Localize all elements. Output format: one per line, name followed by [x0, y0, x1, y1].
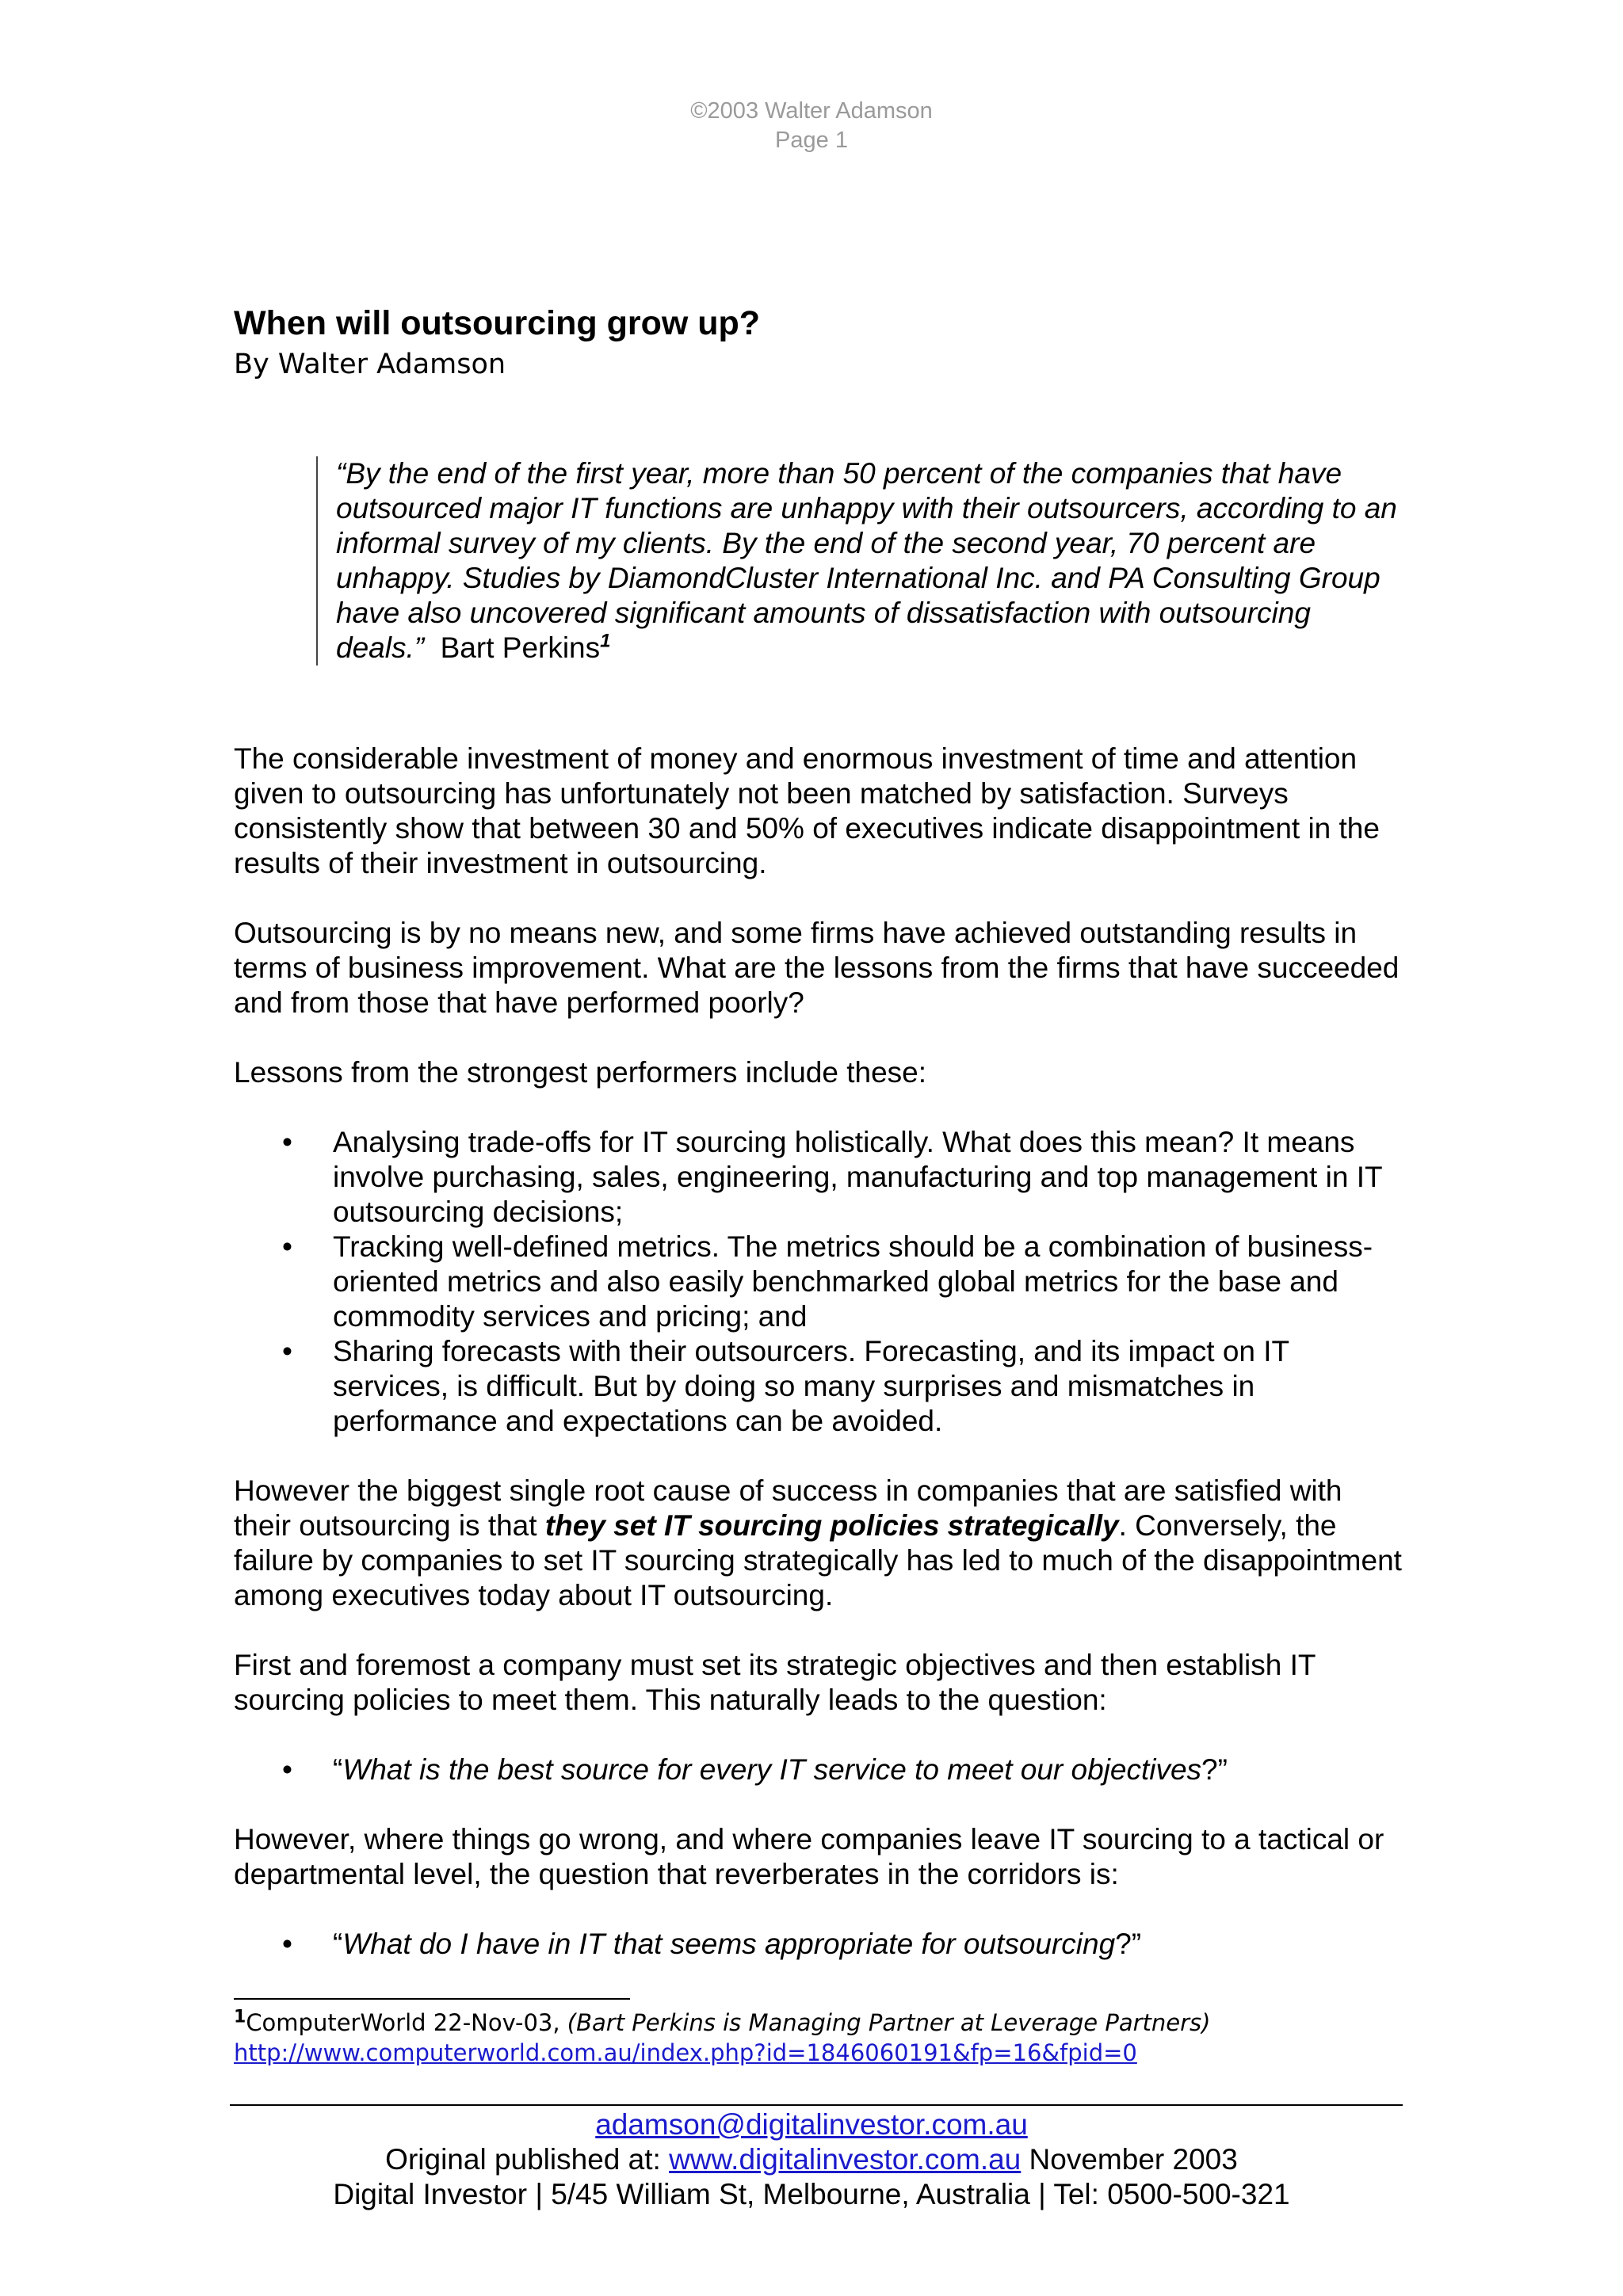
quote-mark: ?”	[1115, 1928, 1142, 1960]
contact-address: Digital Investor | 5/45 William St, Melbourne, Australia | Tel: 0500-500-321	[333, 2178, 1290, 2210]
article-body	[234, 303, 1403, 1962]
article-byline: By Walter Adamson	[234, 349, 506, 380]
paragraph-lessons-intro: Outsourcing is by no means new, and some firms have achieved outstanding results in terms of business improvement. What are the lessons from the firms that have succeeded and from those that have performed poorly?	[234, 917, 1400, 1019]
text-span: However the biggest single root cause of success in companies that are satisfied with their outsourcing is that	[234, 1474, 1342, 1542]
question-text: What do I have in IT that seems appropriate for outsourcing	[342, 1928, 1116, 1960]
pull-quote	[316, 456, 1414, 666]
paragraph-strategic-objectives: First and foremost a company must set its strategic objectives and then establish IT sourcing policies to meet them. This naturally leads to the question:	[234, 1649, 1316, 1716]
page-header	[0, 97, 1623, 155]
text-span: Original published at:	[385, 2143, 670, 2176]
bullet-icon: •	[282, 1928, 292, 1960]
footnote-citation	[234, 2008, 1423, 2038]
question-text: What is the best source for every IT service to meet our objectives	[342, 1753, 1202, 1786]
bullet-icon: •	[282, 1335, 292, 1367]
paragraph-things-go-wrong: However, where things go wrong, and where companies leave IT sourcing to a tactical or departmental level, the question that reverberates in the corridors is:	[234, 1823, 1384, 1890]
publication-line	[0, 2142, 1623, 2177]
paragraph-strongest-performers: Lessons from the strongest performers include these:	[234, 1056, 927, 1089]
text-span: November 2003	[1021, 2143, 1238, 2176]
paragraph-investment: The considerable investment of money and enormous investment of time and attention given to outsourcing has unfortunately not been matched by satisfaction. Surveys consistently show that between 30 and 50% of executives indicate disappointment in the results of their investment in outsourcing.	[234, 742, 1380, 879]
list-item	[234, 1230, 1403, 1334]
text-span: . Conversely, the failure by companies to set IT sourcing strategically has led to much of the disappointment among executives today about IT outsourcing.	[234, 1509, 1402, 1611]
bullet-icon: •	[282, 1753, 292, 1786]
list-item	[234, 1125, 1403, 1230]
article-title: When will outsourcing grow up?	[234, 304, 761, 342]
list-item-text: Analysing trade-offs for IT sourcing holistically. What does this mean? It means involve purchasing, sales, engineering, manufacturing and top management in IT outsourcing decisions;	[333, 1126, 1382, 1228]
question-best-source	[234, 1753, 1403, 1787]
footnote-number: 1	[234, 2007, 246, 2027]
list-item-text: Sharing forecasts with their outsourcers. Forecasting, and its impact on IT services, is difficult. But by doing so many surprises and mismatches in performance and expectations can be avoided.	[333, 1335, 1289, 1437]
quote-mark: “	[333, 1753, 343, 1786]
quote-author: Bart Perkins	[440, 631, 601, 664]
footnote-divider	[234, 1998, 630, 2000]
footnote-note: (Bart Perkins is Managing Partner at Leverage Partners)	[567, 2009, 1211, 2036]
email-link[interactable]: adamson@digitalinvestor.com.au	[595, 2108, 1028, 2141]
quote-text: “By the end of the first year, more than 50 percent of the companies that have outsourced major IT functions are unhappy with their outsourcers, according to an informal survey of my clients. By the end of the second year, 70 percent are unhappy. Studies by DiamondCluster International Inc. and PA Consulting Group have also uncovered significant amounts of dissatisfaction with outsourcing deals.”	[336, 457, 1397, 664]
emphasis-text: they set IT sourcing policies strategically	[544, 1509, 1119, 1542]
page-number: Page 1	[775, 128, 848, 153]
paragraph-root-cause	[234, 1474, 1403, 1613]
list-item-text: Tracking well-defined metrics. The metrics should be a combination of business-oriented metrics and also easily benchmarked global metrics for the base and commodity services and pricing; and	[333, 1230, 1373, 1333]
website-link[interactable]: www.digitalinvestor.com.au	[669, 2143, 1022, 2176]
page-footer	[0, 2107, 1623, 2212]
bullet-icon: •	[282, 1126, 292, 1158]
list-item	[234, 1334, 1403, 1439]
question-appropriate-for-outsourcing	[234, 1927, 1403, 1962]
footnote-source: ComputerWorld 22-Nov-03,	[246, 2009, 567, 2036]
lessons-list	[234, 1125, 1403, 1439]
bullet-icon: •	[282, 1230, 292, 1263]
footer-divider	[230, 2104, 1403, 2106]
copyright-notice: ©2003 Walter Adamson	[690, 98, 933, 124]
quote-mark: ?”	[1201, 1753, 1228, 1786]
footnote-link[interactable]: http://www.computerworld.com.au/index.php?id=1846060191&fp=16&fpid=0	[234, 2039, 1137, 2066]
footnote-ref: 1	[600, 630, 611, 652]
quote-mark: “	[333, 1928, 343, 1960]
footnote	[234, 2008, 1423, 2068]
